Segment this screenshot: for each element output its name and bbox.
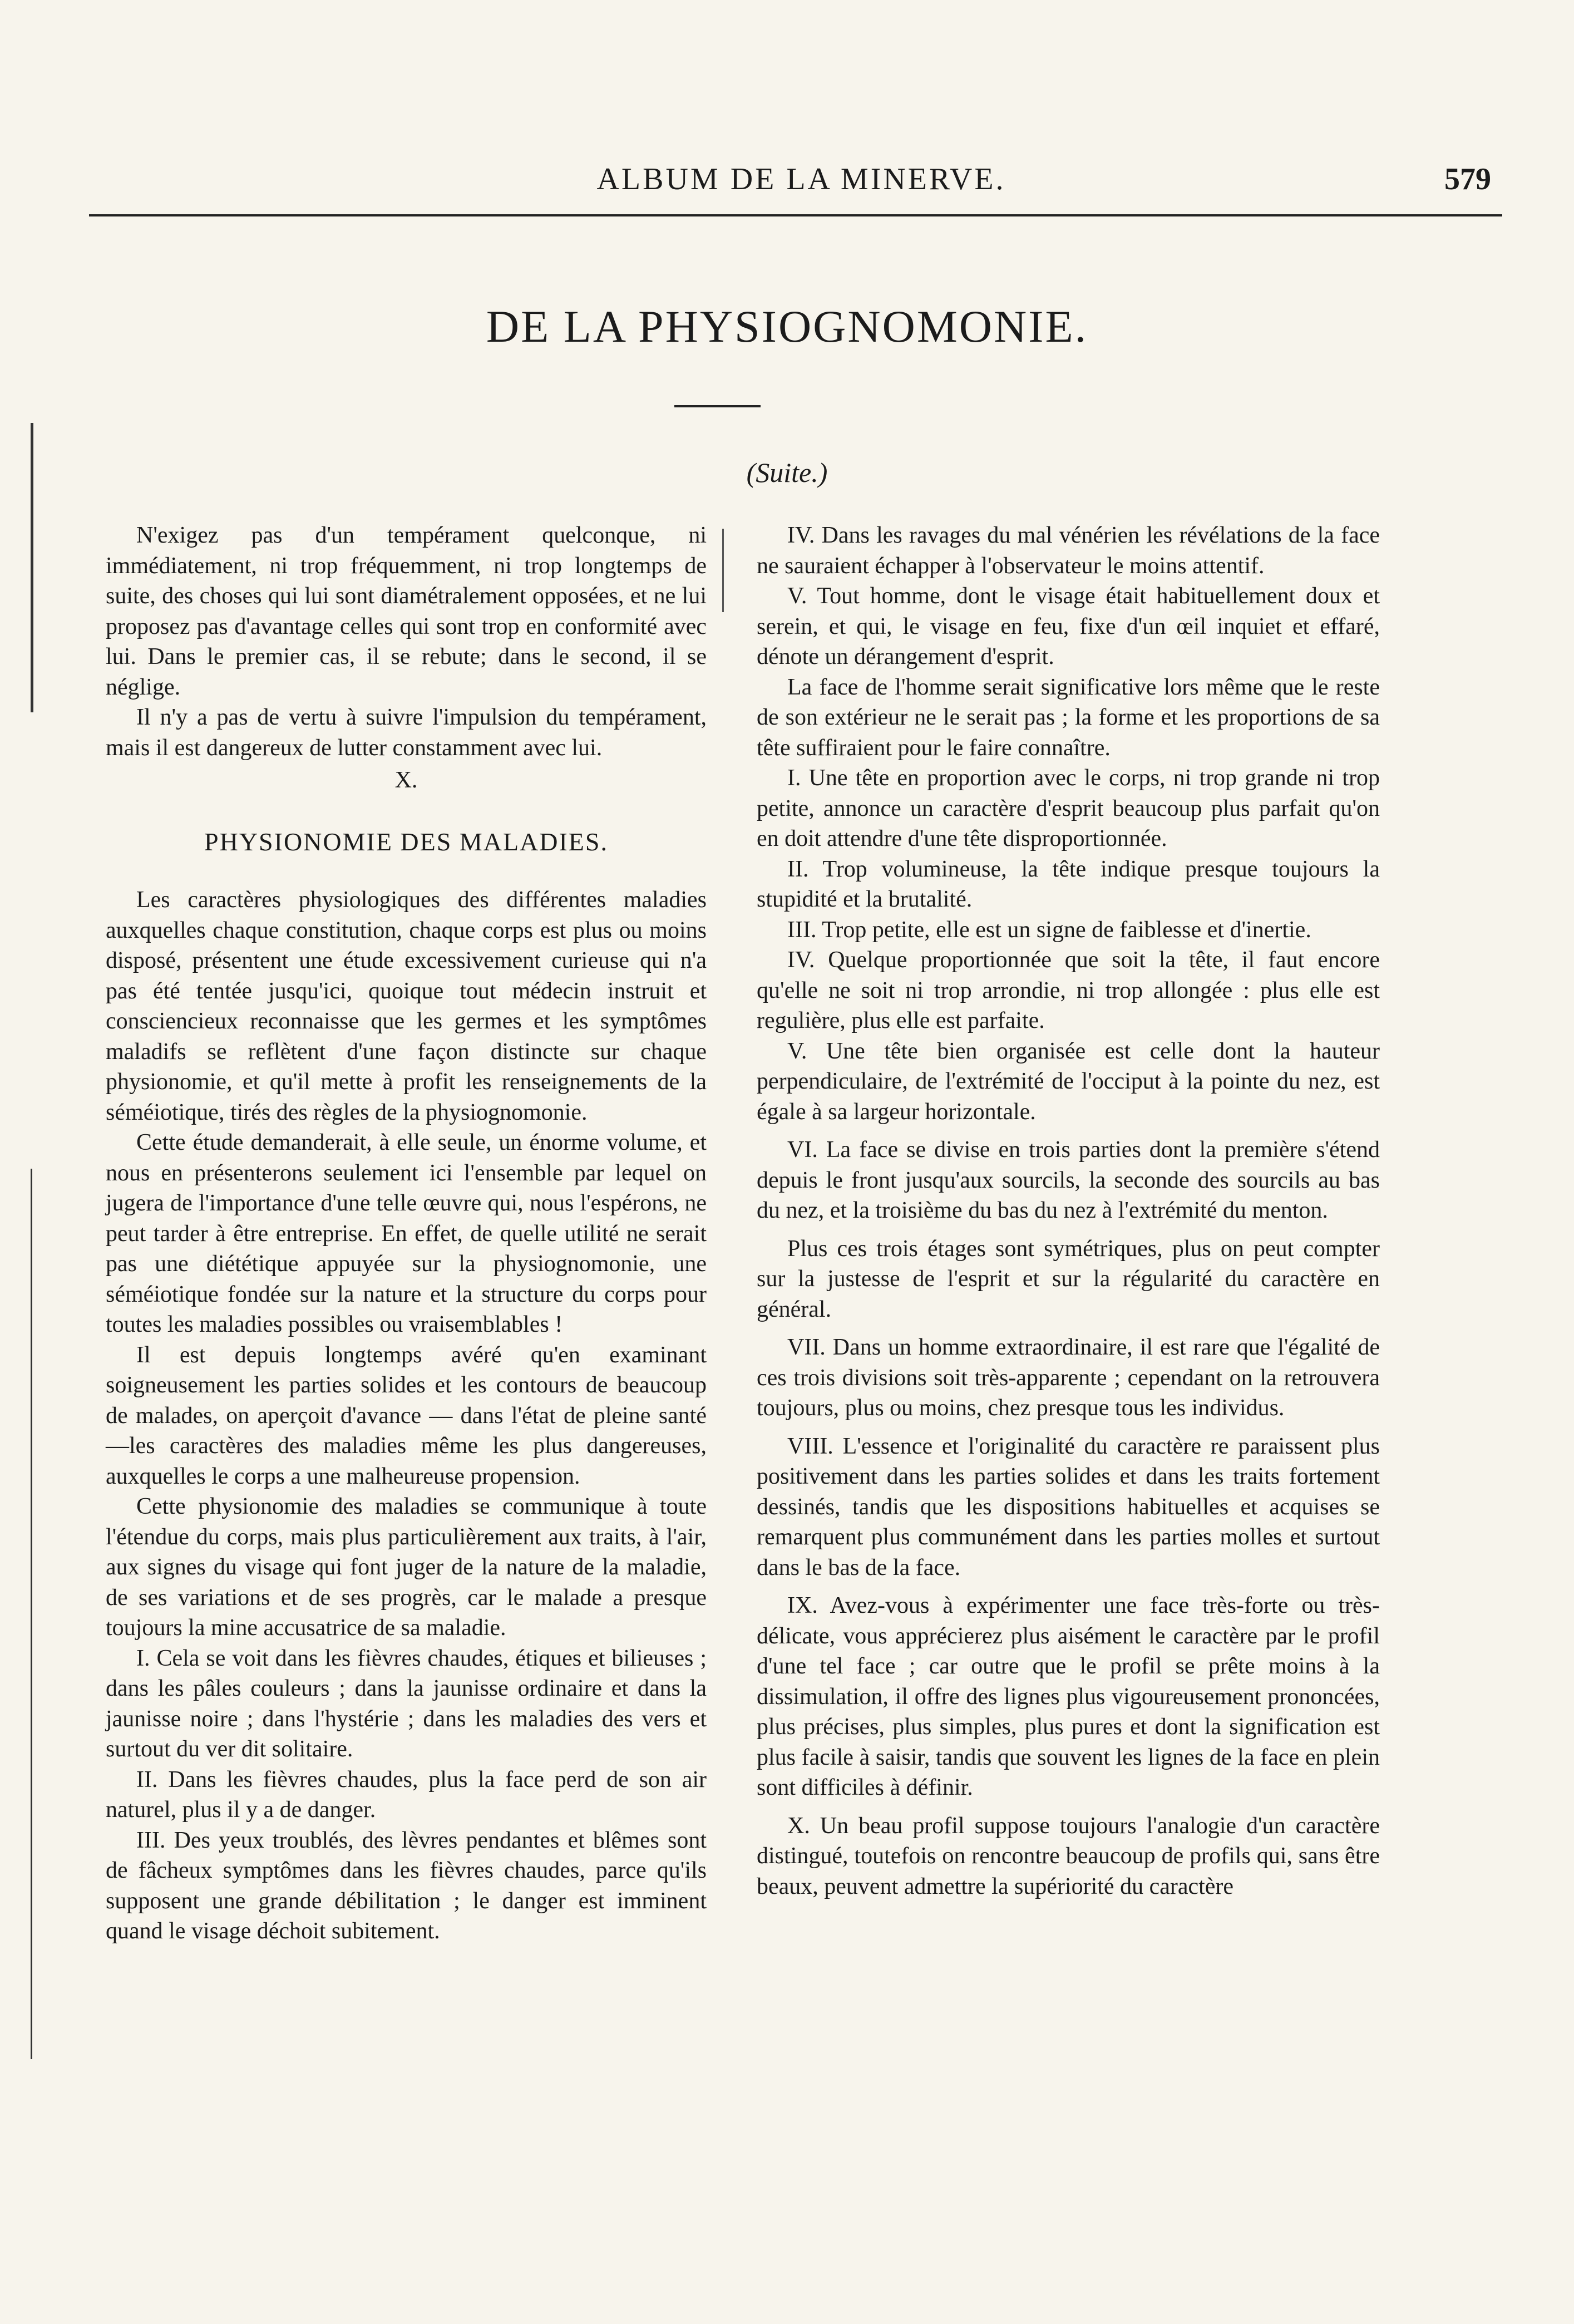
paragraph: VII. Dans un homme extraordinaire, il est rare que l'égalité de ces trois divisions soit très-apparente ; cependant on la retrouvera toujours, plus ou moins, chez presque tous les individus. — [757, 1335, 1380, 1421]
paragraph: II. Dans les fièvres chaudes, plus la face perd de son air naturel, plus il y a de danger. — [106, 1766, 707, 1823]
section-number: X. — [394, 767, 418, 793]
paragraph: X. Un beau profil suppose toujours l'analogie d'un caractère distingué, toutefois on rencontre beaucoup de profils qui, sans être beaux, peuvent admettre la supériorité du caractère — [757, 1813, 1380, 1899]
left-column — [106, 520, 707, 1947]
paragraph: VI. La face se divise en trois parties dont la première s'étend depuis le front jusqu'aux sourcils, la seconde des sourcils au bas du nez, et la troisième du bas du nez à l'extrémité du menton. — [757, 1137, 1380, 1223]
article-title: DE LA PHYSIOGNOMONIE. — [486, 301, 1088, 352]
title-rule — [674, 405, 761, 407]
paragraph: La face de l'homme serait significative lors même que le reste de son extérieur ne le serait pas ; la forme et les proportions de sa tête suffiraient pour le faire connaître. — [757, 674, 1380, 761]
paragraph: III. Des yeux troublés, des lèvres pendantes et blêmes sont de fâcheux symptômes dans les fièvres chaudes, parce qu'ils supposent une grande débilitation ; le danger est imminent quand le visage déchoit subitement. — [106, 1827, 707, 1944]
paragraph: IV. Dans les ravages du mal vénérien les révélations de la face ne sauraient échapper à l'observateur le moins attentif. — [757, 523, 1380, 579]
paragraph: I. Cela se voit dans les fièvres chaudes, étiques et bilieuses ; dans les pâles couleurs ; dans la jaunisse ordinaire et dans la jaunisse noire ; dans l'hystérie ; dans les maladies des vers et surtout du ver dit solitaire. — [106, 1645, 707, 1762]
paragraph: II. Trop volumineuse, la tête indique presque toujours la stupidité et la brutalité. — [757, 856, 1380, 912]
paragraph: N'exigez pas d'un tempérament quelconque, ni immédiatement, ni trop fréquemment, ni trop longtemps de suite, des choses qui lui sont diamétralement opposées, et ne lui proposez pas d'avantage celles qui sont trop en conformité avec lui. Dans le premier cas, il se rebute; dans le second, il se néglige. — [106, 523, 707, 700]
left-margin-mark-lower — [31, 1169, 32, 2059]
paragraph: V. Une tête bien organisée est celle dont la hauteur perpendiculaire, de l'extrémité de l'occiput à la pointe du nez, est égale à sa largeur horizontale. — [757, 1038, 1380, 1125]
paragraph: Plus ces trois étages sont symétriques, plus on peut compter sur la justesse de l'esprit et sur la régularité du caractère en général. — [757, 1235, 1380, 1322]
paragraph: I. Une tête en proportion avec le corps, ni trop grande ni trop petite, annonce un caractère d'esprit beaucoup plus parfait qu'on en doit attendre d'une tête disproportionnée. — [757, 765, 1380, 851]
page-number: 579 — [1444, 162, 1491, 196]
paragraph: V. Tout homme, dont le visage était habituellement doux et serein, et qui, le visage en feu, fixe d'un œil inquiet et effaré, dénote un dérangement d'esprit. — [757, 583, 1380, 669]
paragraph: VIII. L'essence et l'originalité du caractère re paraissent plus positivement dans les parties solides et dans les traits fortement dessinés, tandis que les dispositions habituelles et acquises se remarquent plus communément dans les parties molles et surtout dans le bas de la face. — [757, 1433, 1380, 1580]
paragraph: Cette physionomie des maladies se communique à toute l'étendue du corps, mais plus particulièrement aux traits, à l'air, aux signes du visage qui font juger de la nature de la maladie, de ses variations et de ses progrès, car le malade a presque toujours la mine accusatrice de sa maladie. — [106, 1494, 707, 1641]
page-header — [89, 161, 1513, 211]
paragraph: Il n'y a pas de vertu à suivre l'impulsion du tempérament, mais il est dangereux de lutter constamment avec lui. — [106, 705, 707, 761]
paragraph: Cette étude demanderait, à elle seule, un énorme volume, et nous en présenterons seulement ici l'ensemble par lequel on jugera de l'importance d'une telle œuvre qui, nous l'espérons, ne peut tarder à être entreprise. En effet, de quelle utilité ne serait pas une diététique appuyée sur la physiognomonie, une séméiotique fondée sur la nature et la structure du corps pour toutes les maladies possibles ou vraisemblables ! — [106, 1130, 707, 1337]
paragraph: IX. Avez-vous à expérimenter une face très-forte ou très-délicate, vous apprécierez plus aisément le caractère par le profil d'une tel face ; car outre que le profil se prête moins à la dissimulation, il offre des lignes plus vigoureusement prononcées, plus précises, plus simples, plus pures et dont la signification est plus facile à saisir, tandis que souvent les lignes de la face en plein sont difficiles à définir. — [757, 1593, 1380, 1800]
article-subtitle: (Suite.) — [746, 457, 828, 488]
paragraph: IV. Quelque proportionnée que soit la tête, il faut encore qu'elle ne soit ni trop arrondie, ni trop allongée : plus elle est regulière, plus elle est parfaite. — [757, 947, 1380, 1033]
column-divider — [722, 529, 724, 612]
paragraph: Les caractères physiologiques des différentes maladies auxquelles chaque constitution, chaque corps est plus ou moins disposé, présentent une étude excessivement curieuse qui n'a pas été tentée jusqu'ici, quoique tout médecin instruit et consciencieux reconnaisse que les germes et les symptômes maladifs se reflètent d'une façon distincte sur chaque physionomie, et qu'il mette à profit les renseignements de la séméiotique, tirés des règles de la physiognomonie. — [106, 887, 707, 1125]
paragraph: III. Trop petite, elle est un signe de faiblesse et d'inertie. — [787, 917, 1311, 943]
header-rule — [89, 214, 1502, 216]
paragraph: Il est depuis longtemps avéré qu'en examinant soigneusement les parties solides et les contours de beaucoup de malades, on aperçoit d'avance — dans l'état de pleine santé—les caractères des maladies même les plus dangereuses, auxquelles le corps a une malheureuse propension. — [106, 1342, 707, 1489]
right-column — [757, 520, 1380, 1902]
running-title: ALBUM DE LA MINERVE. — [596, 162, 1006, 196]
section-title: PHYSIONOMIE DES MALADIES. — [204, 827, 608, 856]
